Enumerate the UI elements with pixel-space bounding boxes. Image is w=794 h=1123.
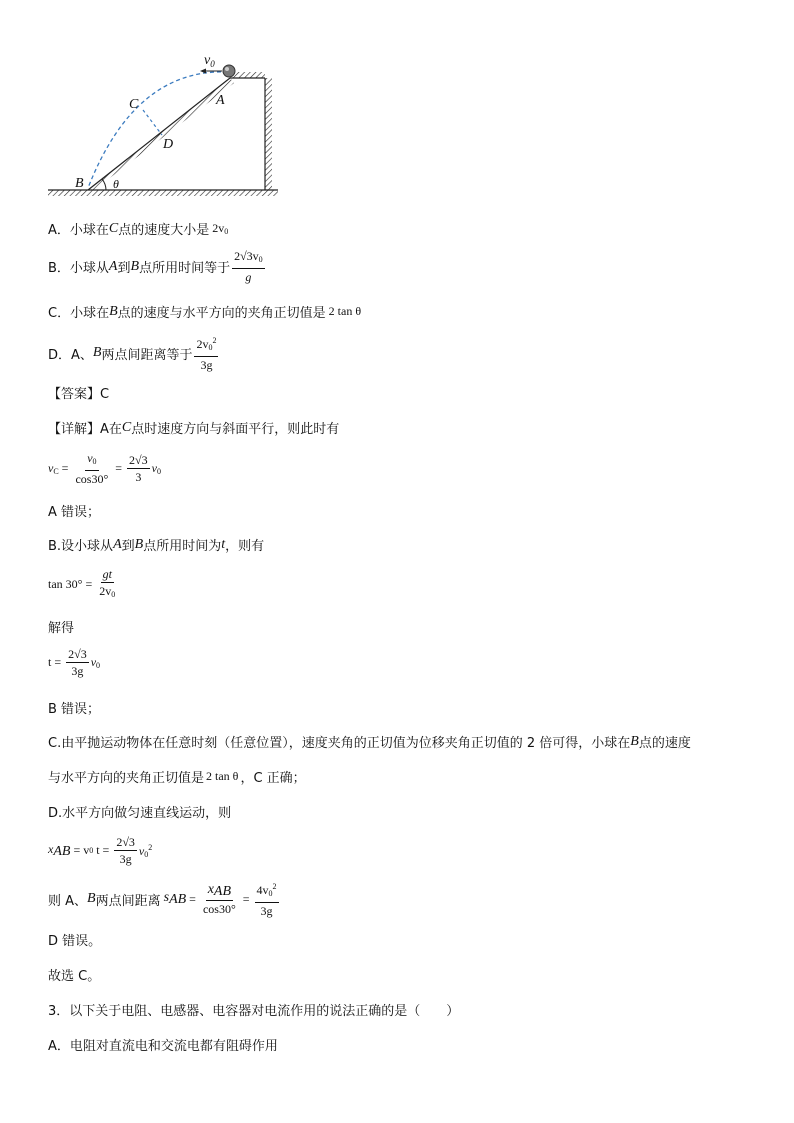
incline-hatch <box>88 78 234 190</box>
option-b-prefix: B．小球从 <box>48 261 109 276</box>
equation-sab: 则 A、 B 两点间距离 $s_{AB}$ = $\frac{x_{AB}}{\cos 30^\circ}$ = $\frac{4v_0^2}{3g}$ <box>48 882 277 918</box>
wall-hatch <box>265 78 272 190</box>
label-c: C <box>129 97 139 112</box>
detail-intro: 【详解】A在 C 点时速度方向与斜面平行，则此时有 <box>48 419 340 437</box>
option-c-value: 2 tan θ <box>328 304 362 318</box>
c-line1: C.由平抛运动物体在任意时刻（任意位置），速度夹角的正切值为位移夹角正切值的 2 倍可得，小球在 B 点的速度 <box>48 733 691 751</box>
d-wrong: D 错误。 <box>48 934 102 949</box>
label-a: A <box>216 93 225 108</box>
equation-t: t = $\frac{2√3}{3g}$ $v_0$ <box>48 647 101 678</box>
c-line2: 与水平方向的夹角正切值是 2 tan θ ，C 正确； <box>48 769 306 786</box>
question3-stem: 3．以下关于电阻、电感器、电容器对电流作用的说法正确的是（ ） <box>48 1004 460 1019</box>
option-b-var2: B <box>130 258 140 274</box>
option-c <box>48 302 361 321</box>
option-d-fraction: $\frac{2v_0^2}{3g}$ <box>196 336 217 372</box>
label-theta: θ <box>113 177 119 191</box>
option-d <box>48 334 220 372</box>
option-a-value: $2v_0$ <box>212 221 229 236</box>
label-b: B <box>75 176 84 191</box>
option-b-mid: 到 <box>117 261 131 276</box>
a-wrong: A 错误； <box>48 505 101 520</box>
solve-label: 解得 <box>48 621 75 636</box>
platform-hatch <box>233 72 265 78</box>
question3-option-a: A．电阻对直流电和交流电都有阻碍作用 <box>48 1039 278 1054</box>
option-a-var: C <box>108 220 119 236</box>
d-intro: D.水平方向做匀速直线运动，则 <box>48 806 232 821</box>
cd-perpendicular <box>143 110 162 135</box>
incline-diagram <box>40 50 290 200</box>
option-b-suffix: 点所用时间等于 <box>139 261 231 276</box>
option-c-suffix: 点的速度与水平方向的夹角正切值是 <box>117 306 326 321</box>
choose-answer: 故选 C。 <box>48 969 101 984</box>
option-b <box>48 249 267 284</box>
option-d-prefix: D．A、 <box>48 347 93 363</box>
option-a-prefix: A．小球在 <box>48 223 109 238</box>
option-c-var: B <box>109 303 118 319</box>
answer: 【答案】C <box>48 387 110 402</box>
equation-vc: $v_C$ = $\frac{v_0}{\cos 30^\circ}$ = $\frac{2√3}{3}$ $v_0$ <box>48 451 161 486</box>
option-a <box>48 219 228 238</box>
label-d: D <box>163 137 174 152</box>
ball <box>223 65 235 77</box>
ball-highlight <box>225 67 229 71</box>
equation-xab: $x_{AB}$ = v 0 t = $\frac{2√3}{3g}$ $v_0^2$ <box>48 835 153 866</box>
option-b-var1: A <box>108 258 118 274</box>
b-wrong: B 错误； <box>48 702 101 717</box>
label-v0: $v_0$ <box>204 53 215 69</box>
equation-tan30: tan 30° = $\frac{gt}{2v_0}$ <box>48 567 116 599</box>
option-b-fraction: $\frac{2√3v_0}{g}$ <box>234 249 263 284</box>
option-d-suffix: 两点间距离等于 <box>101 347 193 363</box>
option-c-prefix: C．小球在 <box>48 306 110 321</box>
b-intro: B.设小球从 A 到 B 点所用时间为 t ，则有 <box>48 536 265 554</box>
option-a-mid: 点的速度大小是 <box>118 223 210 238</box>
option-d-var: B <box>92 345 102 360</box>
